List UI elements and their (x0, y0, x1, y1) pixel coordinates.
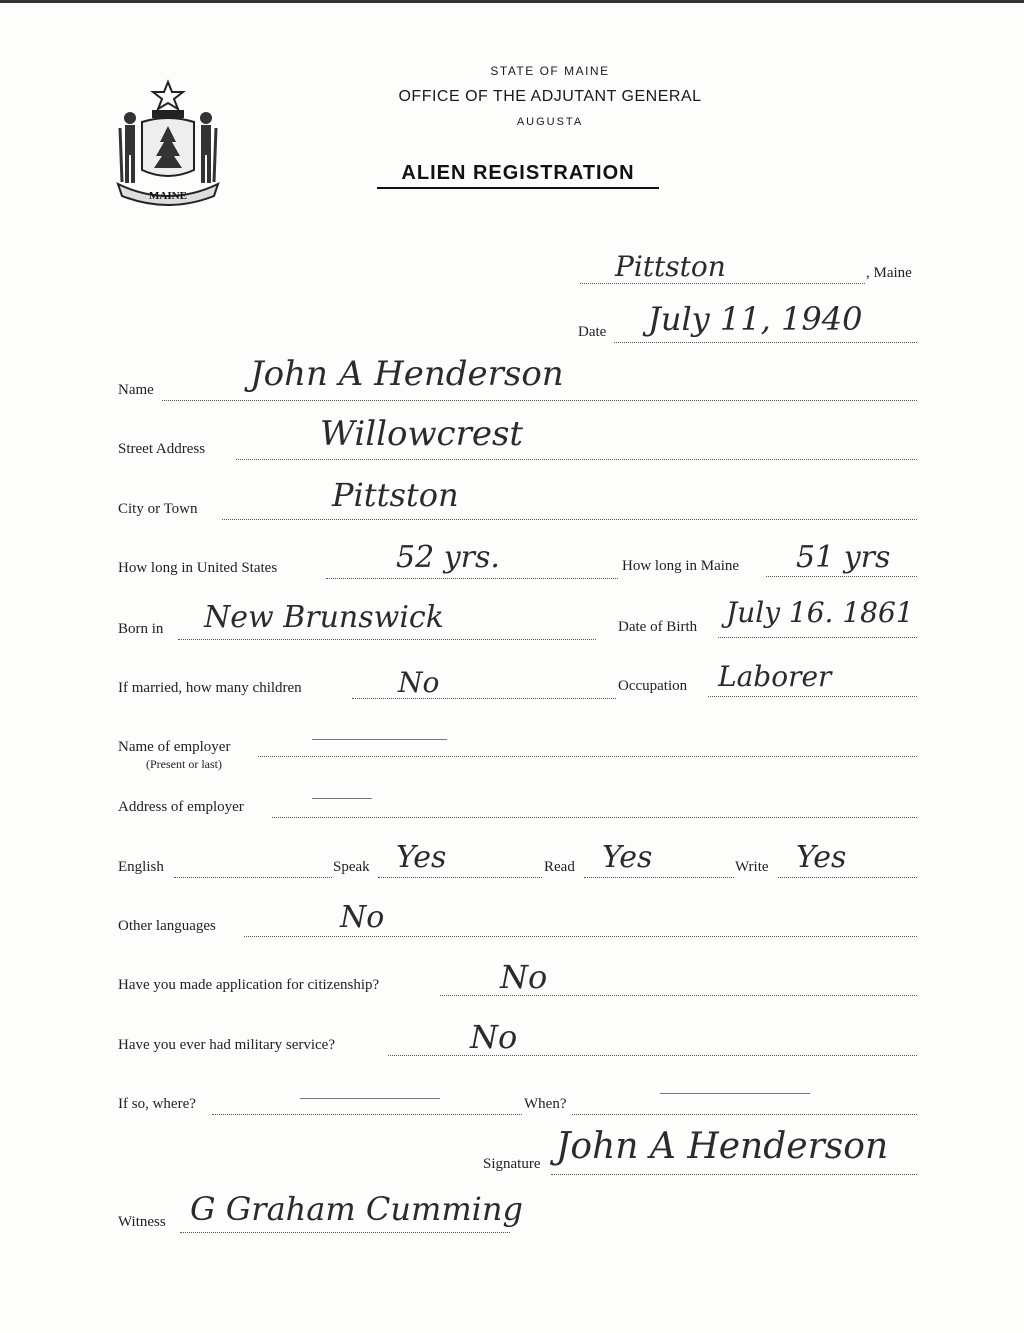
dob-label: Date of Birth (618, 619, 698, 635)
signature-value: John A Henderson (556, 1126, 889, 1167)
speak-line (378, 877, 542, 878)
town-line (580, 283, 865, 284)
english-line (174, 877, 332, 878)
top-border (0, 0, 1024, 3)
city-value: Pittston (332, 476, 459, 514)
street-label: Street Address (118, 441, 206, 457)
citizenship-label: Have you made application for citizenship? (118, 977, 380, 993)
us-duration-line (326, 578, 618, 579)
city-line (222, 519, 917, 520)
maine-duration-label: How long in Maine (622, 558, 740, 574)
employer-address-line (272, 817, 917, 818)
born-value: New Brunswick (204, 600, 444, 635)
us-duration-value: 52 yrs. (396, 540, 500, 575)
other-languages-label: Other languages (118, 918, 216, 934)
employer-address-dash (312, 798, 372, 799)
read-line (584, 877, 734, 878)
citizenship-value: No (500, 958, 548, 996)
write-value: Yes (796, 840, 847, 875)
date-label: Date (578, 324, 607, 340)
military-value: No (470, 1018, 518, 1056)
maine-duration-value: 51 yrs (796, 540, 891, 575)
dob-value: July 16. 1861 (726, 596, 914, 629)
signature-line (551, 1174, 917, 1175)
witness-label: Witness (118, 1214, 166, 1230)
dob-line (718, 637, 917, 638)
write-line (778, 877, 917, 878)
us-duration-label: How long in United States (118, 560, 278, 576)
children-value: No (398, 666, 440, 699)
street-value: Willowcrest (320, 414, 524, 454)
read-value: Yes (602, 840, 653, 875)
signature-label: Signature (483, 1156, 541, 1172)
occupation-line (708, 696, 917, 697)
employer-name-label: Name of employer (118, 739, 231, 755)
born-label: Born in (118, 621, 164, 637)
english-label: English (118, 859, 164, 875)
when-label: When? (524, 1096, 567, 1112)
state-seal-icon (112, 78, 224, 206)
date-value: July 11, 1940 (648, 300, 863, 338)
born-line (178, 639, 596, 640)
military-label: Have you ever had military service? (118, 1037, 335, 1053)
occupation-label: Occupation (618, 678, 688, 694)
where-line (212, 1114, 522, 1115)
office-heading: OFFICE OF THE ADJUTANT GENERAL (398, 88, 702, 105)
seal-text: MAINE (149, 190, 187, 202)
employer-name-sublabel: (Present or last) (146, 757, 222, 771)
speak-value: Yes (396, 840, 447, 875)
military-line (388, 1055, 917, 1056)
where-label: If so, where? (118, 1096, 196, 1112)
form-title: ALIEN REGISTRATION (377, 162, 659, 189)
other-languages-value: No (340, 900, 385, 935)
employer-address-label: Address of employer (118, 799, 244, 815)
city-heading: AUGUSTA (516, 116, 584, 128)
when-dash (660, 1093, 810, 1094)
maine-duration-line (766, 576, 917, 577)
name-line (162, 400, 917, 401)
state-heading: STATE OF MAINE (490, 64, 610, 78)
date-line (614, 342, 917, 343)
children-line (352, 698, 616, 699)
city-label: City or Town (118, 501, 198, 517)
name-label: Name (118, 382, 154, 398)
speak-label: Speak (333, 859, 370, 875)
occupation-value: Laborer (718, 660, 832, 693)
where-dash (300, 1098, 440, 1099)
witness-line (180, 1232, 510, 1233)
witness-value: G Graham Cumming (190, 1190, 523, 1228)
other-languages-line (244, 936, 917, 937)
maine-label: , Maine (866, 265, 912, 281)
town-value: Pittston (615, 250, 726, 283)
employer-name-dash (312, 739, 447, 740)
read-label: Read (544, 859, 575, 875)
name-value: John A Henderson (250, 354, 564, 394)
employer-name-line (258, 756, 917, 757)
when-line (572, 1114, 917, 1115)
children-label: If married, how many children (118, 680, 302, 696)
street-line (236, 459, 917, 460)
write-label: Write (735, 859, 769, 875)
